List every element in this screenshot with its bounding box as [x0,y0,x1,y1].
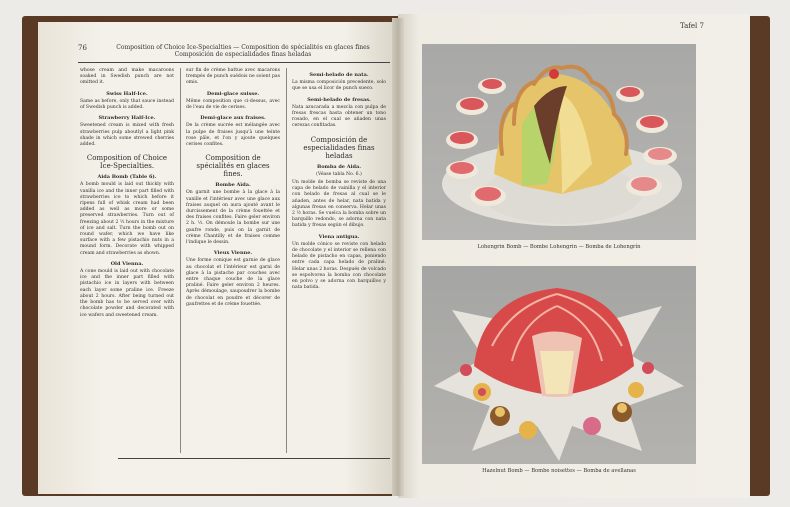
photo-caption-bottom: Hazelnut Bomb — Bombe noisettes — Bomba de avellanas [482,468,636,474]
column-spanish [292,68,386,293]
recipe-heading: Aida Bomb (Table 6). [97,174,157,181]
column-text: On garnit une bombe à la glace à la vanille et l'intérieur avec une glace aux fraises auquel on aura ajouté avant le durcissement de la crème fouettée et des fraises confites. Faire geler environ 2 h. ½. On démoule la bombe sur une gaufre ronde, puis on la garnit de crème Chantilly et de fraises comme l'indique le dessin. [186,190,280,246]
page-number: 76 [78,44,87,52]
column-text: Un molde cónico se reviste con helado de chocolate y el interior se rellena con helado de pistacho en capas, poniendo entre cada capa helado de praliné. Helar unas 2 horas. Después de volcado se espolvorea la bomba con chocolate en polvo y se adorna con barquillos y nata batida. [292,241,386,291]
recipe-heading: Demi-glace aux fraises. [200,115,266,122]
book-gutter [392,18,404,496]
recipe-heading: Bomba de Aida. [316,163,361,170]
column-text: Same as before, only that sauce instead of Swedish punch is added. [80,98,174,111]
lohengrin-bomb-photo [422,44,696,240]
header-rule [78,62,390,63]
recipe-heading: Semi-helado de nata. [309,72,369,78]
column-text: sur fin de crème battue avec macarons trempés de punch suédois ne soient pas omis. [186,68,280,86]
column-text: Un molde de bomba se reviste de una capa de helado de vainilla y el interior con helado de fresas al cual se le añaden, antes de helar, nata batida y algunas fresas en conserva. Helar unas 2 ½ horas. Se vuelca la bomba sobre un barquillo redondo, se adorna con nata batida y fresas según el dibujo. [292,180,386,229]
column-french [186,68,280,310]
column-text: Nata azucarada a mezcla con pulpa de fresas frescas hasta obtener un tono rosado, en el cual se añaden unas cerezas confitadas. [292,104,386,129]
recipe-heading: Viena antigua. [318,233,360,240]
column-text: A bomb mould is laid out thickly with vanilla ice and the inner part filled with strawberries ice to which before it ripens full of whisk cream had been added as well as more or some preserved strawberries. Turn out of freezing about 2 ½ hours in the mixture of ice and salt. Turn the bomb out on round wafer, which we have like surface with a few pistachio nuts in a mound form. Decorate with whipped cream and strawberries as shown. [80,182,174,256]
column-divider [180,68,181,453]
column-text: A cone mould is laid out with chocolate ice and the inner part filled with pistachio ice in layers with between each layer some praline ice. Freeze about 2 hours. After being turned out the bomb has to be served over with chocolate powder and decorated with ice wafers and sweetened cream. [80,269,174,318]
column-text: Même composition que ci-dessus, avec de l'eau de vie de cerises. [186,98,280,111]
recipe-heading: Swiss Half-Ice. [106,90,148,97]
recipe-heading: Strawberry Half-Ice. [98,115,156,122]
recipe-heading: Bombe Aïda. [215,182,251,189]
section-title: Composition de spécialités en glaces fines. [196,154,270,179]
recipe-subheading: (Véase tabla No. 6.) [316,171,362,177]
photo-caption-top: Lohengrin Bomb — Bombe Lohengrin — Bomba de Lohengrín [477,244,641,250]
column-text: De la crème sucrée est mélangée avec la pulpe de fraises jusqu'à une teinte rose pâle, et l'on y ajoute quelques cerises confites. [186,123,280,148]
recipe-heading: Semi-helado de fresas. [307,96,371,103]
recipe-heading: Old Vienna. [110,260,144,267]
header-title-line1: Composition of Choice Ice-Specialties — Composition de spécialités en glaces fines [116,44,370,51]
page-header [78,44,388,58]
hazelnut-bomb-photo [422,266,696,464]
column-text: Sweetened cream is mixed with fresh strawberries pulp aboutlyl a light pink shade in which some strewed cherries added. [80,123,174,148]
section-title: Composition of Choice Ice-Specialties. [86,154,168,171]
recipe-heading: Demi-glace suisse. [206,90,260,97]
footer-rule [118,458,390,459]
section-title: Composición de especialidades finas heladas [303,135,375,160]
recipe-heading: Vieux Vienne. [213,250,253,257]
column-text: Une forme conique est garnie de glace au chocolat et l'intérieur est garni de glace à la pistache par couches avec entre chaque couche de la glace praliné. Faire geler environ 2 heures. Après démoulage, saupoudrer la bombe de chocolat en poudre et décorer de gaufrettes et de crème fouettée. [186,258,280,307]
header-title-line2: Composición de especialidades finas heladas [174,51,312,58]
plate-number: Tafel 7 [680,22,704,30]
column-text: whose cream and make macaroons soaked in Swedish punch are not omitted it. [80,68,174,86]
column-english [80,68,174,321]
column-text: La misma composición precedente, solo que se usa el licor de punch sueco. [292,80,386,92]
column-divider [286,68,287,453]
